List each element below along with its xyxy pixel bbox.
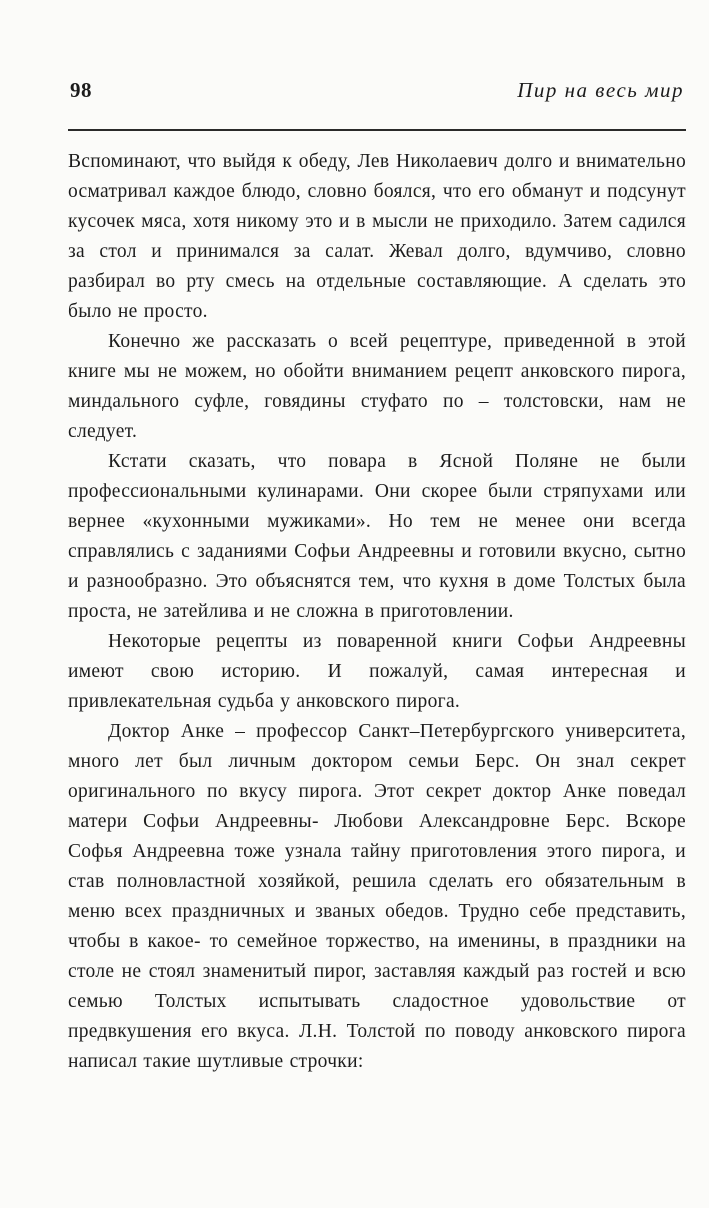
body-text xyxy=(68,147,686,1077)
header-rule xyxy=(68,129,686,131)
paragraph-1: Вспоминают, что выйдя к обеду, Лев Николаевич долго и внимательно осматривал каждое блюдо, словно боялся, что его обманут и подсунут кусочек мяса, хотя никому это и в мысли не приходило. Затем садился за стол и принимался за салат. Жевал долго, вдумчиво, словно разбирал во рту смесь на отдельные составляющие. А сделать это было не просто. xyxy=(68,151,686,322)
paragraph-3: Кстати сказать, что повара в Ясной Поляне не были профессиональными кулинарами. Они скорее были стряпухами или вернее «кухонными мужиками». Но тем не менее они всегда справлялись с заданиями Софьи Андреевны и готовили вкусно, сытно и разнообразно. Это объяснятся тем, что кухня в доме Толстых была проста, не затейлива и не сложна в приготовлении. xyxy=(68,451,686,622)
running-header xyxy=(68,78,686,103)
paragraph-4: Некоторые рецепты из поваренной книги Софьи Андреевны имеют свою историю. И пожалуй, самая интересная и привлекательная судьба у анковского пирога. xyxy=(68,631,686,712)
page-number: 98 xyxy=(70,78,92,102)
paragraph-2: Конечно же рассказать о всей рецептуре, приведенной в этой книге мы не можем, но обойти вниманием рецепт анковского пирога, миндального суфле, говядины стуфато по – толстовски, нам не следует. xyxy=(68,331,686,442)
paragraph-5: Доктор Анке – профессор Санкт–Петербургского университета, много лет был личным доктором семьи Берс. Он знал секрет оригинального по вкусу пирога. Этот секрет доктор Анке поведал матери Софьи Андреевны- Любови Александровне Берс. Вскоре Софья Андреевна тоже узнала тайну приготовления этого пирога, и став полновластной хозяйкой, решила сделать его обязательным в меню всех праздничных и званых обедов. Трудно себе представить, чтобы в какое- то семейное торжество, на именины, в праздники на столе не стоял знаменитый пирог, заставляя каждый раз гостей и всю семью Толстых испытывать сладостное удовольствие от предвкушения его вкуса. Л.Н. Толстой по поводу анковского пирога написал такие шутливые строчки: xyxy=(68,721,686,1072)
running-header-title: Пир на весь мир xyxy=(517,78,684,102)
page-content xyxy=(68,78,686,1077)
